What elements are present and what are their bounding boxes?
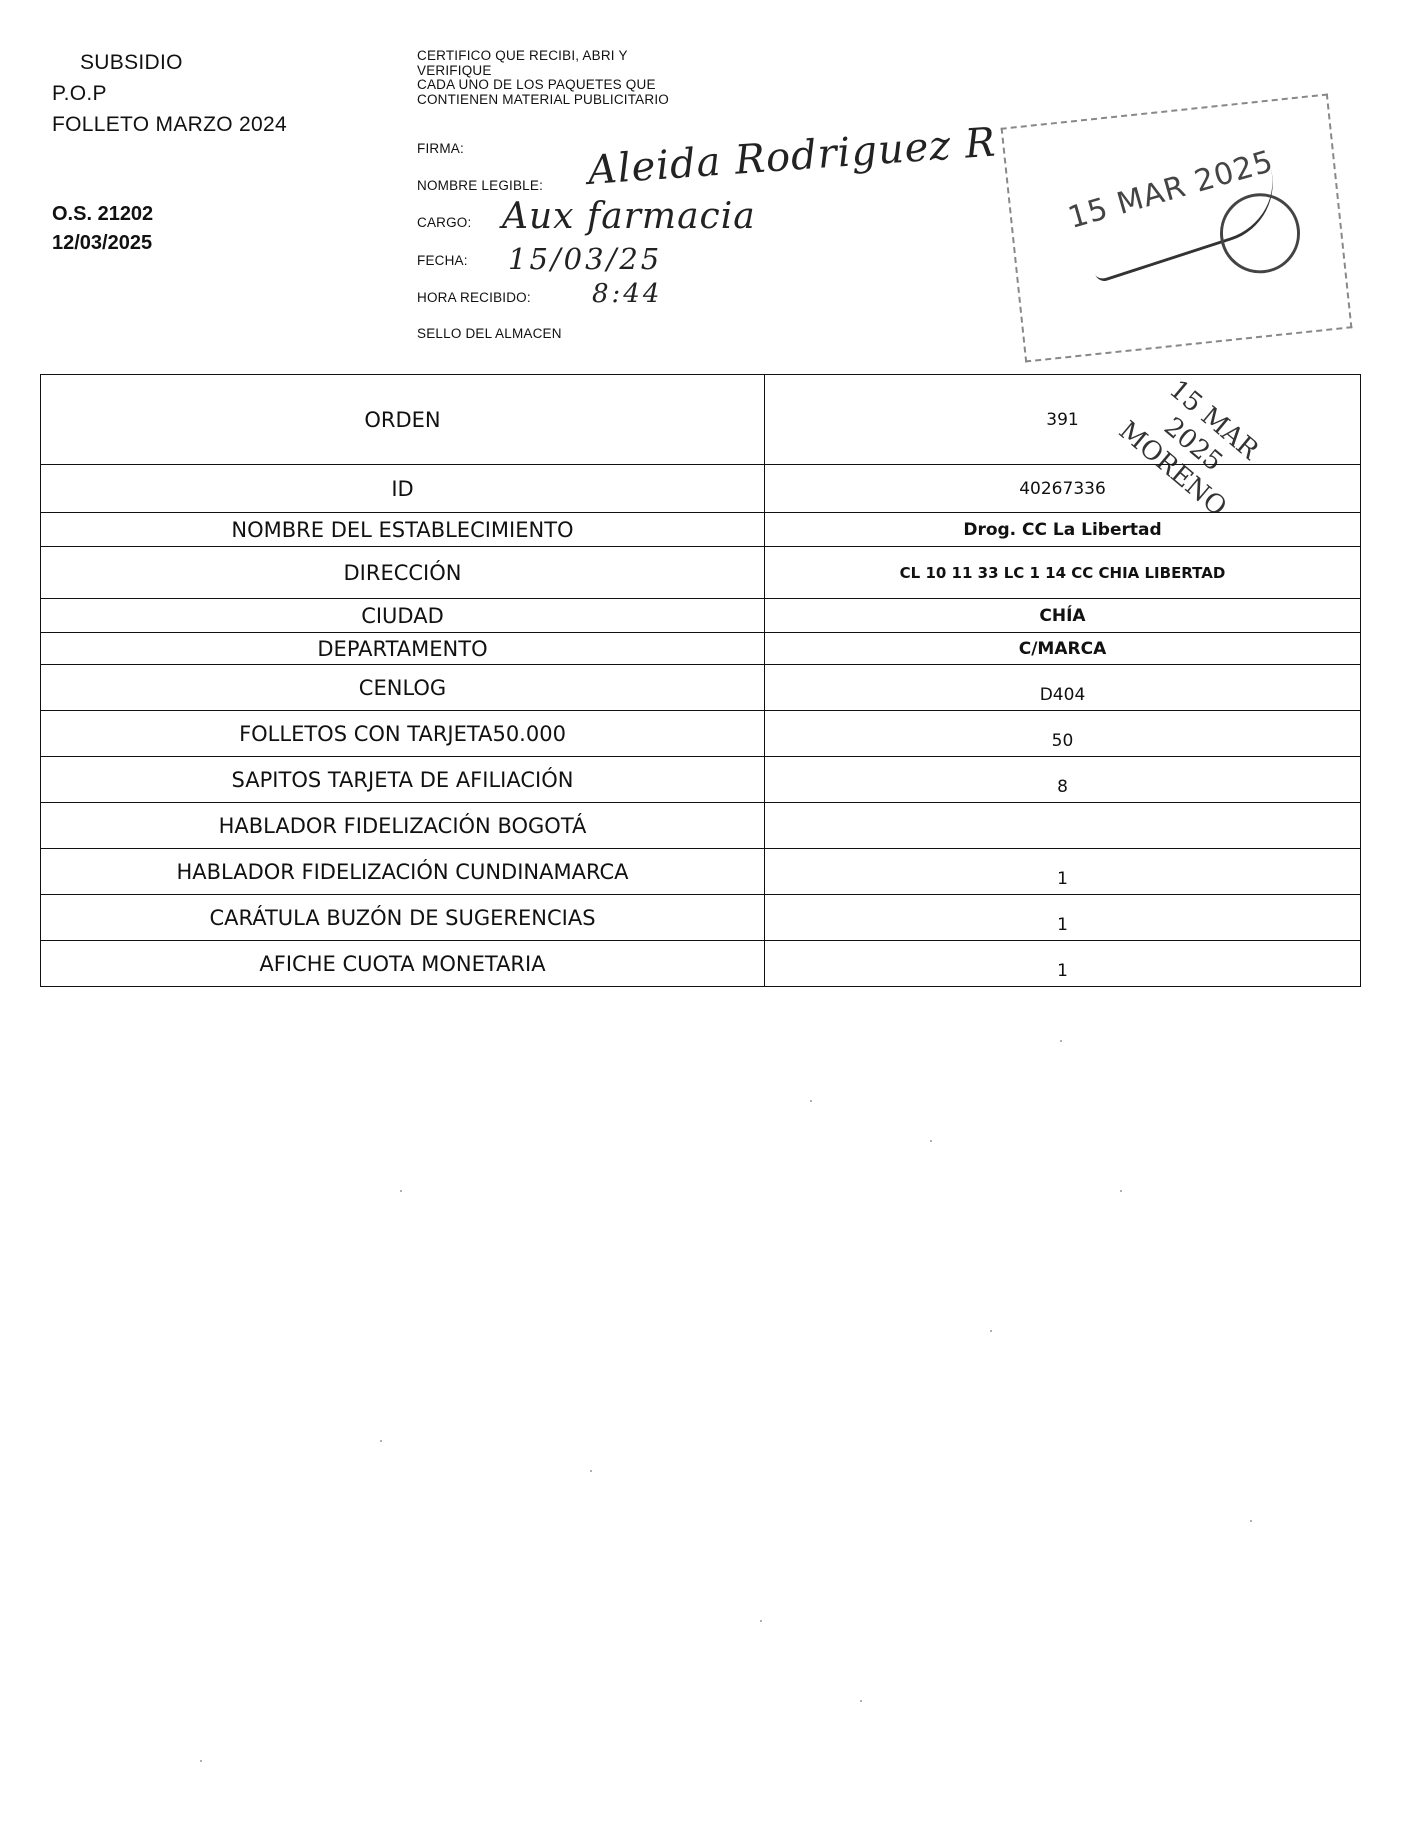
table-row — [41, 711, 1361, 757]
stamp-date: 15 MAR 2025 — [1064, 143, 1278, 236]
row-label: NOMBRE DEL ESTABLECIMIENTO — [41, 513, 765, 547]
header-line-subsidio: SUBSIDIO — [80, 51, 183, 74]
row-label: ORDEN — [41, 375, 765, 465]
row-label: DIRECCIÓN — [41, 547, 765, 599]
row-value: D404 — [765, 665, 1361, 711]
row-value: 391 — [765, 375, 1361, 465]
row-value: Drog. CC La Libertad — [765, 513, 1361, 547]
order-table — [40, 374, 1361, 987]
field-cargo-value: Aux farmacia — [502, 196, 756, 237]
field-sello-label: SELLO DEL ALMACEN — [417, 326, 562, 341]
table-row — [41, 599, 1361, 633]
row-value: 50 — [765, 711, 1361, 757]
cert-line: CONTIENEN MATERIAL PUBLICITARIO — [417, 91, 669, 107]
row-value: 8 — [765, 757, 1361, 803]
table-row — [41, 465, 1361, 513]
row-label: SAPITOS TARJETA DE AFILIACIÓN — [41, 757, 765, 803]
row-value: 1 — [765, 849, 1361, 895]
os-number: O.S. 21202 — [52, 203, 154, 225]
row-value — [765, 803, 1361, 849]
row-label: CIUDAD — [41, 599, 765, 633]
moreno-stamp: 15 MAR 2025 MORENO — [1112, 374, 1265, 523]
row-label: CENLOG — [41, 665, 765, 711]
row-label: CARÁTULA BUZÓN DE SUGERENCIAS — [41, 895, 765, 941]
field-firma-label: FIRMA: — [417, 141, 464, 156]
row-label: HABLADOR FIDELIZACIÓN BOGOTÁ — [41, 803, 765, 849]
cert-line: CERTIFICO QUE RECIBI, ABRI Y — [417, 48, 628, 63]
field-fecha-label: FECHA: — [417, 253, 468, 268]
certificate-text — [417, 49, 669, 107]
header-line-pop: P.O.P — [52, 82, 107, 105]
table-row — [41, 803, 1361, 849]
table-row — [41, 547, 1361, 599]
row-value: CHÍA — [765, 599, 1361, 633]
field-hora-value: 8:44 — [592, 279, 663, 309]
table-row — [41, 665, 1361, 711]
row-label: HABLADOR FIDELIZACIÓN CUNDINAMARCA — [41, 849, 765, 895]
table-row — [41, 375, 1361, 465]
row-label: ID — [41, 465, 765, 513]
table-row — [41, 849, 1361, 895]
row-label: FOLLETOS CON TARJETA50.000 — [41, 711, 765, 757]
table-row — [41, 757, 1361, 803]
field-hora-label: HORA RECIBIDO: — [417, 290, 531, 305]
order-service-block — [52, 200, 153, 258]
cert-line: VERIFIQUE — [417, 62, 492, 78]
field-nombre-label: NOMBRE LEGIBLE: — [417, 178, 544, 193]
field-cargo-label: CARGO: — [417, 215, 472, 230]
table-row — [41, 513, 1361, 547]
table-row — [41, 633, 1361, 665]
table-row — [41, 941, 1361, 987]
row-value: CL 10 11 33 LC 1 14 CC CHIA LIBERTAD — [765, 547, 1361, 599]
table-row — [41, 895, 1361, 941]
row-label: DEPARTAMENTO — [41, 633, 765, 665]
row-value: 1 — [765, 941, 1361, 987]
header-line-folleto: FOLLETO MARZO 2024 — [52, 113, 287, 136]
row-label: AFICHE CUOTA MONETARIA — [41, 941, 765, 987]
field-fecha-value: 15/03/25 — [508, 242, 663, 276]
warehouse-stamp — [1001, 93, 1353, 362]
cert-line: CADA UNO DE LOS PAQUETES QUE — [417, 77, 656, 92]
row-value: 1 — [765, 895, 1361, 941]
os-date: 12/03/2025 — [52, 232, 153, 254]
row-value: 40267336 — [765, 465, 1361, 513]
header-left — [52, 47, 287, 140]
field-nombre-value: Aleida Rodriguez R — [586, 119, 998, 194]
row-value: C/MARCA — [765, 633, 1361, 665]
